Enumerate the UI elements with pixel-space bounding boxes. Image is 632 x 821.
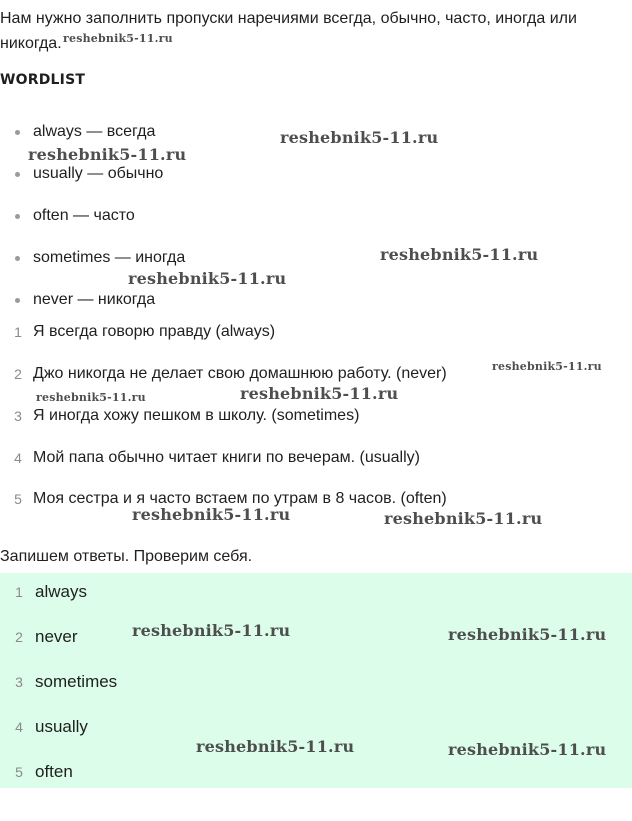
exercise-text: Мой папа обычно читает книги по вечерам. (usually)	[33, 449, 420, 466]
intro-text: Нам нужно заполнить пропуски наречиями всегда, обычно, часто, иногда или никогда.	[0, 10, 577, 52]
answer-text: often	[35, 762, 73, 781]
watermark: reshebnik5-11.ru	[132, 621, 291, 640]
watermark: reshebnik5-11.ru	[128, 269, 287, 288]
answer-number: 4	[15, 719, 23, 735]
wordlist-item: sometimes — иногда	[33, 249, 186, 266]
watermark: reshebnik5-11.ru	[448, 625, 607, 644]
answer-number: 5	[15, 764, 23, 780]
watermark: reshebnik5-11.ru	[36, 391, 146, 404]
watermark: reshebnik5-11.ru	[28, 145, 187, 164]
wordlist-item: usually — обычно	[33, 165, 164, 182]
exercise-text: Моя сестра и я часто встаем по утрам в 8 часов. (often)	[33, 490, 447, 507]
bullet-dot	[15, 214, 20, 219]
watermark: reshebnik5-11.ru	[384, 509, 543, 528]
exercise-text: Я всегда говорю правду (always)	[33, 323, 276, 340]
answers-label: Запишем ответы. Проверим себя.	[0, 548, 253, 565]
answer-text: usually	[35, 717, 88, 736]
bullet-dot	[15, 130, 20, 135]
answer-number: 3	[15, 674, 23, 690]
wordlist-item: never — никогда	[33, 291, 156, 308]
exercise-number: 1	[14, 324, 22, 340]
exercise-number: 2	[14, 366, 22, 382]
answer-text: always	[35, 582, 87, 601]
exercise-number: 3	[14, 408, 22, 424]
answer-text: never	[35, 627, 78, 646]
exercise-text: Я иногда хожу пешком в школу. (sometimes)	[33, 407, 360, 424]
watermark: reshebnik5-11.ru	[63, 32, 173, 45]
answer-number: 1	[15, 584, 23, 600]
wordlist-heading: WORDLIST	[0, 72, 86, 88]
wordlist-item: often — часто	[33, 207, 135, 224]
watermark: reshebnik5-11.ru	[492, 360, 602, 373]
watermark: reshebnik5-11.ru	[196, 737, 355, 756]
watermark: reshebnik5-11.ru	[280, 128, 439, 147]
bullet-dot	[15, 298, 20, 303]
bullet-dot	[15, 256, 20, 261]
watermark: reshebnik5-11.ru	[240, 384, 399, 403]
answer-number: 2	[15, 629, 23, 645]
wordlist-item: always — всегда	[33, 123, 156, 140]
exercise-number: 5	[14, 491, 22, 507]
watermark: reshebnik5-11.ru	[132, 505, 291, 524]
exercise-text: Джо никогда не делает свою домашнюю работу. (never)	[33, 365, 447, 382]
exercise-number: 4	[14, 450, 22, 466]
watermark: reshebnik5-11.ru	[448, 740, 607, 759]
answer-text: sometimes	[35, 672, 118, 691]
bullet-dot	[15, 172, 20, 177]
watermark: reshebnik5-11.ru	[380, 245, 539, 264]
